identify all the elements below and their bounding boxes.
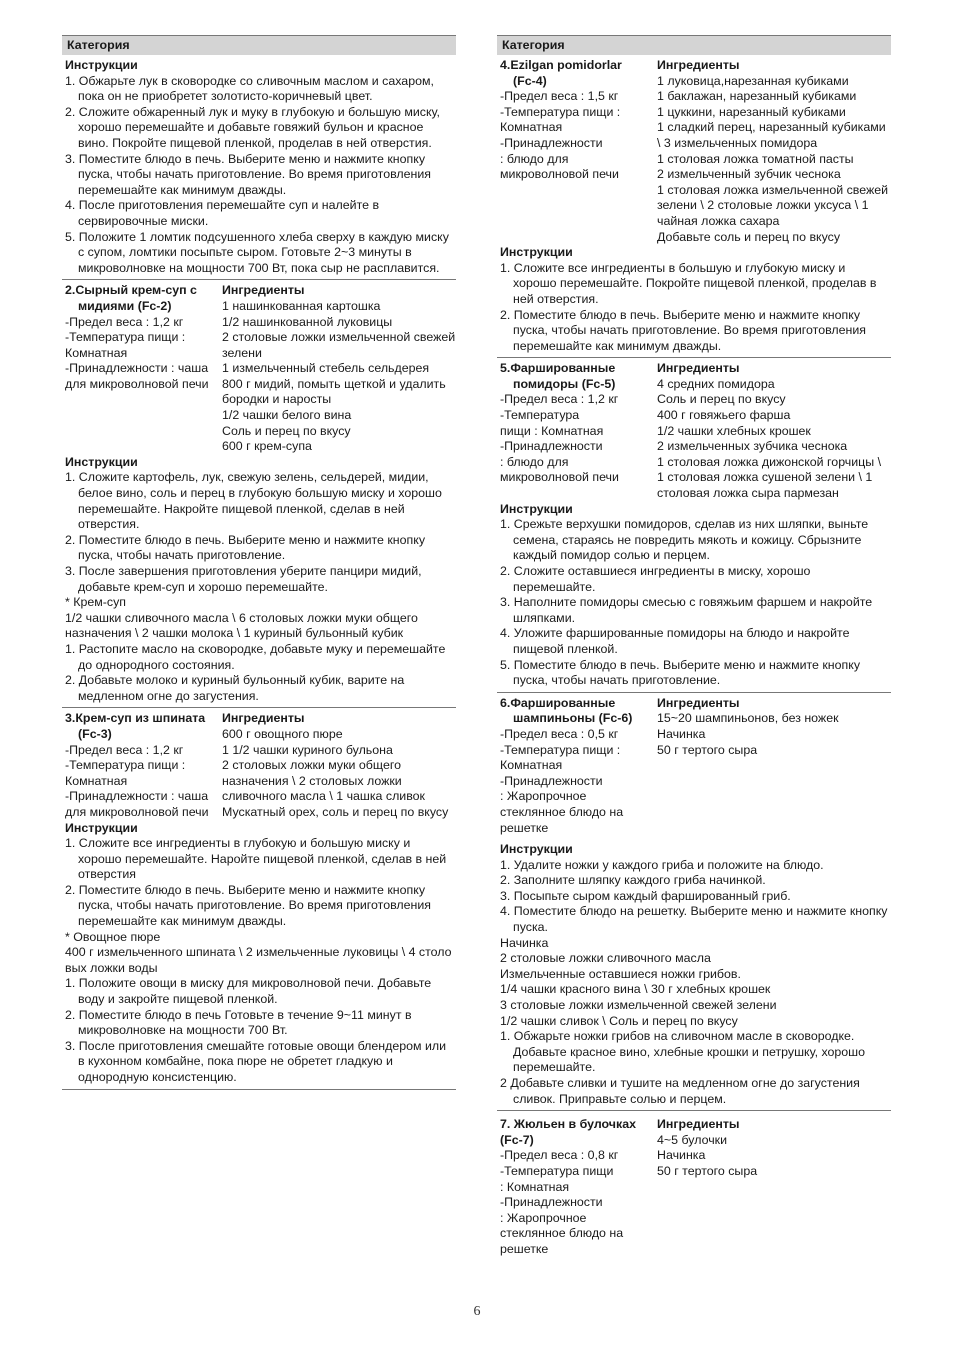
param-line: микроволновой печи — [500, 167, 619, 182]
ingredients-list — [657, 1117, 891, 1257]
ingredient-item: 1/2 чашки белого вина — [222, 408, 352, 423]
left-column — [62, 35, 456, 1090]
recipe-params — [65, 711, 222, 820]
recipe-title: 4.Ezilgan pomidorlar — [500, 58, 622, 72]
instructions-list — [500, 517, 891, 689]
recipe-1-section — [62, 55, 456, 280]
note-steps — [65, 976, 456, 1085]
instructions-heading: Инструкции — [65, 820, 138, 835]
ingredient-item: Начинка — [657, 726, 706, 741]
param-line: стеклянное блюдо на — [500, 1226, 624, 1241]
ingredient-item: 1 столовая ложка дижонской горчицы \ 1 столовая ложка сушеной зелени \ 1 столовая ложка сыра пармезан — [657, 454, 882, 501]
note-steps — [65, 642, 456, 704]
recipe-params — [500, 361, 657, 501]
ingredient-item: 4~5 булочки — [657, 1132, 727, 1147]
ingredient-item: 1 баклажан, нарезанный кубиками — [657, 89, 857, 104]
list-item: 1. Срежьте верхушки помидоров, сделав из них шляпки, выньте семена, стараясь не повредить мякоть и кожицу. Сбрызните каждый помидор солью и перцем. — [500, 517, 869, 563]
filling-line: Измельченные оставшиеся ножки грибов. — [500, 966, 741, 981]
ingredients-heading: Ингредиенты — [222, 711, 305, 726]
recipe-7-section — [497, 1111, 891, 1257]
filling-line: 1/2 чашки сливок \ Соль и перец по вкусу — [500, 1013, 738, 1028]
list-item: 1. Сложите картофель, лук, свежую зелень, сельдерей, мидии, белое вино, соль и перец в глубокую большую миску и хорошо перемешайте. Накройте пищевой пленкой, сделав в ней отверстия. — [65, 470, 442, 532]
recipe-params — [500, 58, 657, 245]
list-item: 2 Добавьте сливки и тушите на медленном огне до загустения сливок. Приправьте солью и перцем. — [500, 1076, 860, 1106]
ingredient-item: 2 столовые ложки измельченной свежей зелени — [222, 330, 456, 360]
list-item: 1. Обжарьте лук в сковородке со сливочным маслом и сахаром, пока он не приобретет золотисто-коричневый цвет. — [65, 73, 434, 104]
recipe-title-code: помидоры (Fc-5) — [513, 376, 616, 391]
list-item: 1. Обжарьте ножки грибов на сливочном масле в сковородке. Добавьте красное вино, хлебные крошки и петрушку, хорошо перемешайте. — [500, 1029, 866, 1075]
instructions-list — [500, 858, 891, 936]
recipe-title-code: шампиньоны (Fc-6) — [513, 711, 633, 726]
ingredients-heading: Ингредиенты — [657, 1117, 740, 1132]
ingredients-list — [657, 361, 891, 501]
ingredient-item: 15~20 шампиньонов, без ножек — [657, 711, 839, 726]
param-line: Комнатная — [65, 345, 128, 360]
param-line: -Принадлежности — [500, 135, 603, 150]
ingredient-item: 1 столовая ложка измельченной свежей зелени \ 2 столовые ложки уксуса \ 1 чайная ложка сахара — [657, 182, 889, 228]
ingredients-list — [657, 58, 891, 245]
ingredient-item: 600 г овощного пюре — [222, 726, 343, 741]
ingredient-item: 50 г тертого сыра — [657, 1163, 758, 1178]
param-line: решетке — [500, 820, 549, 835]
instructions-heading: Инструкции — [500, 501, 573, 516]
param-line: -Температура пищи : — [500, 742, 621, 757]
list-item: 4. Уложите фаршированные помидоры на блюдо и накройте пищевой пленкой. — [500, 626, 850, 656]
ingredient-item: 1/2 чашки хлебных крошек — [657, 423, 811, 438]
list-item: 2. Поместите блюдо в печь. Выберите меню и нажмите кнопку пуска, чтобы начать приготовление. Во время приготовления перемешайте как минимум дважды. — [500, 307, 866, 353]
param-line: Комнатная — [500, 758, 563, 773]
param-line: Комнатная — [65, 773, 128, 788]
filling-line: 2 столовые ложки сливочного масла — [500, 951, 711, 966]
recipe-2-section — [62, 280, 456, 708]
ingredient-item: 1 1/2 чашки куриного бульона — [222, 742, 393, 757]
ingredients-list — [222, 711, 456, 820]
instructions-heading: Инструкции — [500, 842, 573, 857]
ingredient-item: 1 измельченный стебель сельдерея — [222, 361, 430, 376]
list-item: 5. Поместите блюдо в печь. Выберите меню и нажмите кнопку пуска, чтобы начать приготовление. — [500, 657, 861, 688]
list-item: 1. Удалите ножки у каждого гриба и положите на блюдо. — [500, 857, 824, 872]
note-text: 1/2 чашки сливочного масла \ 6 столовых ложки муки общего назначения \ 2 чашки молока \ 1 куриный бульонный кубик — [65, 610, 418, 641]
ingredients-list — [222, 283, 456, 455]
list-item: 4. После приготовления перемешайте суп и налейте в сервировочные миски. — [65, 198, 380, 228]
param-line: -Предел веса : 1,5 кг — [500, 89, 619, 104]
recipe-6-section — [497, 693, 891, 1111]
param-line: -Температура пищи : — [65, 330, 186, 345]
param-line: -Предел веса : 1,2 кг — [500, 392, 619, 407]
param-line: решетке — [500, 1241, 549, 1256]
category-header: Категория — [62, 35, 456, 55]
filling-steps — [500, 1029, 891, 1107]
list-item: 2. Заполните шляпку каждого гриба начинкой. — [500, 873, 766, 888]
param-line: -Принадлежности — [500, 1195, 603, 1210]
ingredients-list — [657, 696, 891, 836]
ingredient-item: 1 нашинкованная картошка — [222, 298, 381, 313]
list-item: 4. Поместите блюдо на решетку. Выберите меню и нажмите кнопку пуска. — [500, 904, 888, 935]
list-item: 2. Сложите обжаренный лук и муку в глубокую и большую миску, хорошо перемешайте и добавьте говяжий бульон и красное вино. Покройте пищевой пленкой, проделав в ней отверстия. — [65, 104, 440, 150]
list-item: 3. Посыпьте сыром каждый фаршированный гриб. — [500, 888, 791, 903]
recipe-4-section — [497, 55, 891, 358]
param-line: -Принадлежности : чаша для микроволновой печи — [65, 789, 209, 819]
ingredient-item: 1/2 нашинкованной луковицы — [222, 314, 393, 329]
ingredient-item: 1 цуккини, нарезанный кубиками — [657, 104, 846, 119]
ingredients-heading: Ингредиенты — [657, 695, 740, 710]
ingredient-item: 400 г говяжьего фарша — [657, 408, 791, 423]
param-line: : Жаропрочное — [500, 789, 587, 804]
recipe-params — [500, 1117, 657, 1257]
param-line: Комнатная — [500, 120, 563, 135]
list-item: 2. Добавьте молоко и куриный бульонный кубик, варите на медленном огне до загустения. — [65, 673, 405, 703]
param-line: -Принадлежности — [500, 773, 603, 788]
param-line: -Принадлежности — [500, 439, 603, 454]
instructions-list — [65, 836, 456, 930]
ingredients-heading: Ингредиенты — [657, 361, 740, 376]
recipe-title-code: (Fc-3) — [78, 726, 112, 741]
list-item: 3. Наполните помидоры смесью с говяжьим фаршем и накройте шляпками. — [500, 595, 873, 625]
instructions-heading: Инструкции — [65, 58, 138, 72]
param-line: -Предел веса : 0,8 кг — [500, 1148, 619, 1163]
ingredient-item: Добавьте соль и перец по вкусу — [657, 229, 841, 244]
recipe-params — [500, 696, 657, 836]
param-line: -Температура — [500, 408, 580, 423]
param-line: -Принадлежности : чаша для микроволновой печи — [65, 361, 209, 391]
list-item: 1. Растопите масло на сковородке, добавьте муку и перемешайте до однородного состояния. — [65, 641, 446, 672]
ingredient-item: Соль и перец по вкусу — [222, 423, 351, 438]
recipe-title: 5.Фаршированные — [500, 361, 616, 376]
instructions-list — [65, 470, 456, 595]
list-item: 3. После приготовления смешайте готовые овощи блендером или в кухонном комбайне, пока пюре не обретет гладкую и однородную консистенцию. — [65, 1038, 447, 1084]
recipe-title-code: мидиями (Fc-2) — [78, 298, 172, 313]
recipe-title: 7. Жюльен в булочках — [500, 1117, 636, 1132]
list-item: 5. Положите 1 ломтик подсушенного хлеба сверху в каждую миску с супом, ломтики посыпьте сыром. Готовьте 2~3 минуты в микроволновке на мощности 700 Вт, пока сыр не расплавится. — [65, 229, 449, 275]
param-line: микроволновой печи — [500, 470, 619, 485]
list-item: 2. Поместите блюдо в печь. Выберите меню и нажмите кнопку пуска, чтобы начать приготовление. Во время приготовления перемешайте как минимум дважды. — [65, 882, 431, 929]
param-line: -Предел веса : 0,5 кг — [500, 726, 619, 741]
param-line: стеклянное блюдо на — [500, 804, 624, 819]
param-line: : блюдо для — [500, 454, 569, 469]
ingredients-heading: Ингредиенты — [657, 58, 740, 72]
param-line: : блюдо для — [500, 151, 569, 166]
right-column — [497, 35, 891, 1258]
ingredient-item: 2 столовых ложки муки общего назначения \ 2 столовых ложки сливочного масла \ 1 чашка сливок — [222, 758, 425, 804]
list-item: 2. Поместите блюдо в печь. Выберите меню и нажмите кнопку пуска, чтобы начать приготовление. — [65, 532, 426, 563]
page-number: 6 — [473, 1304, 481, 1319]
param-line: -Температура пищи : — [500, 104, 621, 119]
param-line: -Температура пищи — [500, 1163, 614, 1178]
instructions-heading: Инструкции — [65, 454, 138, 469]
instructions-list — [65, 74, 456, 277]
param-line: : Комнатная — [500, 1179, 570, 1194]
recipe-params — [65, 283, 222, 455]
list-item: 3. Поместите блюдо в печь. Выберите меню и нажмите кнопку пуска, чтобы начать приготовление. Во время приготовления перемешайте как минимум дважды. — [65, 151, 431, 197]
ingredient-item: 1 сладкий перец, нарезанный кубиками \ 3 измельченных помидора — [657, 120, 886, 150]
ingredient-item: 2 измельченный зубчик чеснока — [657, 167, 841, 182]
category-header: Категория — [497, 35, 891, 55]
ingredient-item: 4 средних помидора — [657, 376, 775, 391]
ingredient-item: 1 столовая ложка томатной пасты — [657, 151, 854, 166]
ingredient-item: Соль и перец по вкусу — [657, 392, 786, 407]
recipe-title-code: (Fc-7) — [500, 1132, 534, 1147]
note-text: 400 г измельченного шпината \ 2 измельченные луковицы \ 4 столо вых ложки воды — [65, 945, 452, 975]
instructions-list — [500, 261, 891, 355]
filling-line: 3 столовые ложки измельченной свежей зелени — [500, 998, 777, 1013]
ingredient-item: 2 измельченных зубчика чеснока — [657, 439, 848, 454]
ingredient-item: 1 луковица,нарезанная кубиками — [657, 73, 849, 88]
list-item: 1. Сложите все ингредиенты в большую и глубокую миску и хорошо перемешайте. Покройте пищевой пленкой, проделав в ней отверстия. — [500, 260, 877, 306]
recipe-title: 6.Фаршированные — [500, 695, 616, 710]
param-line: : Жаропрочное — [500, 1210, 587, 1225]
param-line: -Предел веса : 1,2 кг — [65, 742, 184, 757]
list-item: 1. Положите овощи в миску для микроволновой печи. Добавьте воду и закройте пищевой пленкой. — [65, 976, 432, 1007]
list-item: 3. После завершения приготовления уберите панцири мидий, добавьте крем-суп и хорошо перемешайте. — [65, 564, 422, 594]
recipe-title: 2.Сырный крем-суп с — [65, 283, 197, 298]
recipe-5-section — [497, 358, 891, 692]
list-item: 1. Сложите все ингредиенты в глубокую и большую миску и хорошо перемешайте. Наройте пищевой пленкой, сделав в ней отверстия — [65, 836, 447, 882]
ingredient-item: Начинка — [657, 1148, 706, 1163]
ingredient-item: 800 г мидий, помыть щеткой и удалить бородки и наросты — [222, 376, 446, 407]
note-title: * Крем-суп — [65, 595, 127, 610]
ingredients-heading: Ингредиенты — [222, 283, 305, 298]
recipe-title-code: (Fc-4) — [513, 73, 547, 88]
ingredient-item: 600 г крем-супа — [222, 439, 312, 454]
ingredient-item: Мускатный орех, соль и перец по вкусу — [222, 804, 449, 819]
list-item: 2. Поместите блюдо в печь Готовьте в течение 9~11 минут в микроволновке на мощности 700 Вт. — [65, 1007, 412, 1038]
ingredient-item: 50 г тертого сыра — [657, 742, 758, 757]
filling-line: 1/4 чашки красного вина \ 30 г хлебных крошек — [500, 982, 771, 997]
param-line: -Предел веса : 1,2 кг — [65, 314, 184, 329]
note-title: * Овощное пюре — [65, 929, 161, 944]
param-line: -Температура пищи : — [65, 758, 186, 773]
instructions-heading: Инструкции — [500, 245, 573, 260]
filling-line: Начинка — [500, 935, 549, 950]
param-line: пищи : Комнатная — [500, 423, 604, 438]
recipe-3-section — [62, 708, 456, 1089]
recipe-title: 3.Крем-суп из шпината — [65, 711, 206, 726]
list-item: 2. Сложите оставшиеся ингредиенты в миску, хорошо перемешайте. — [500, 564, 811, 594]
